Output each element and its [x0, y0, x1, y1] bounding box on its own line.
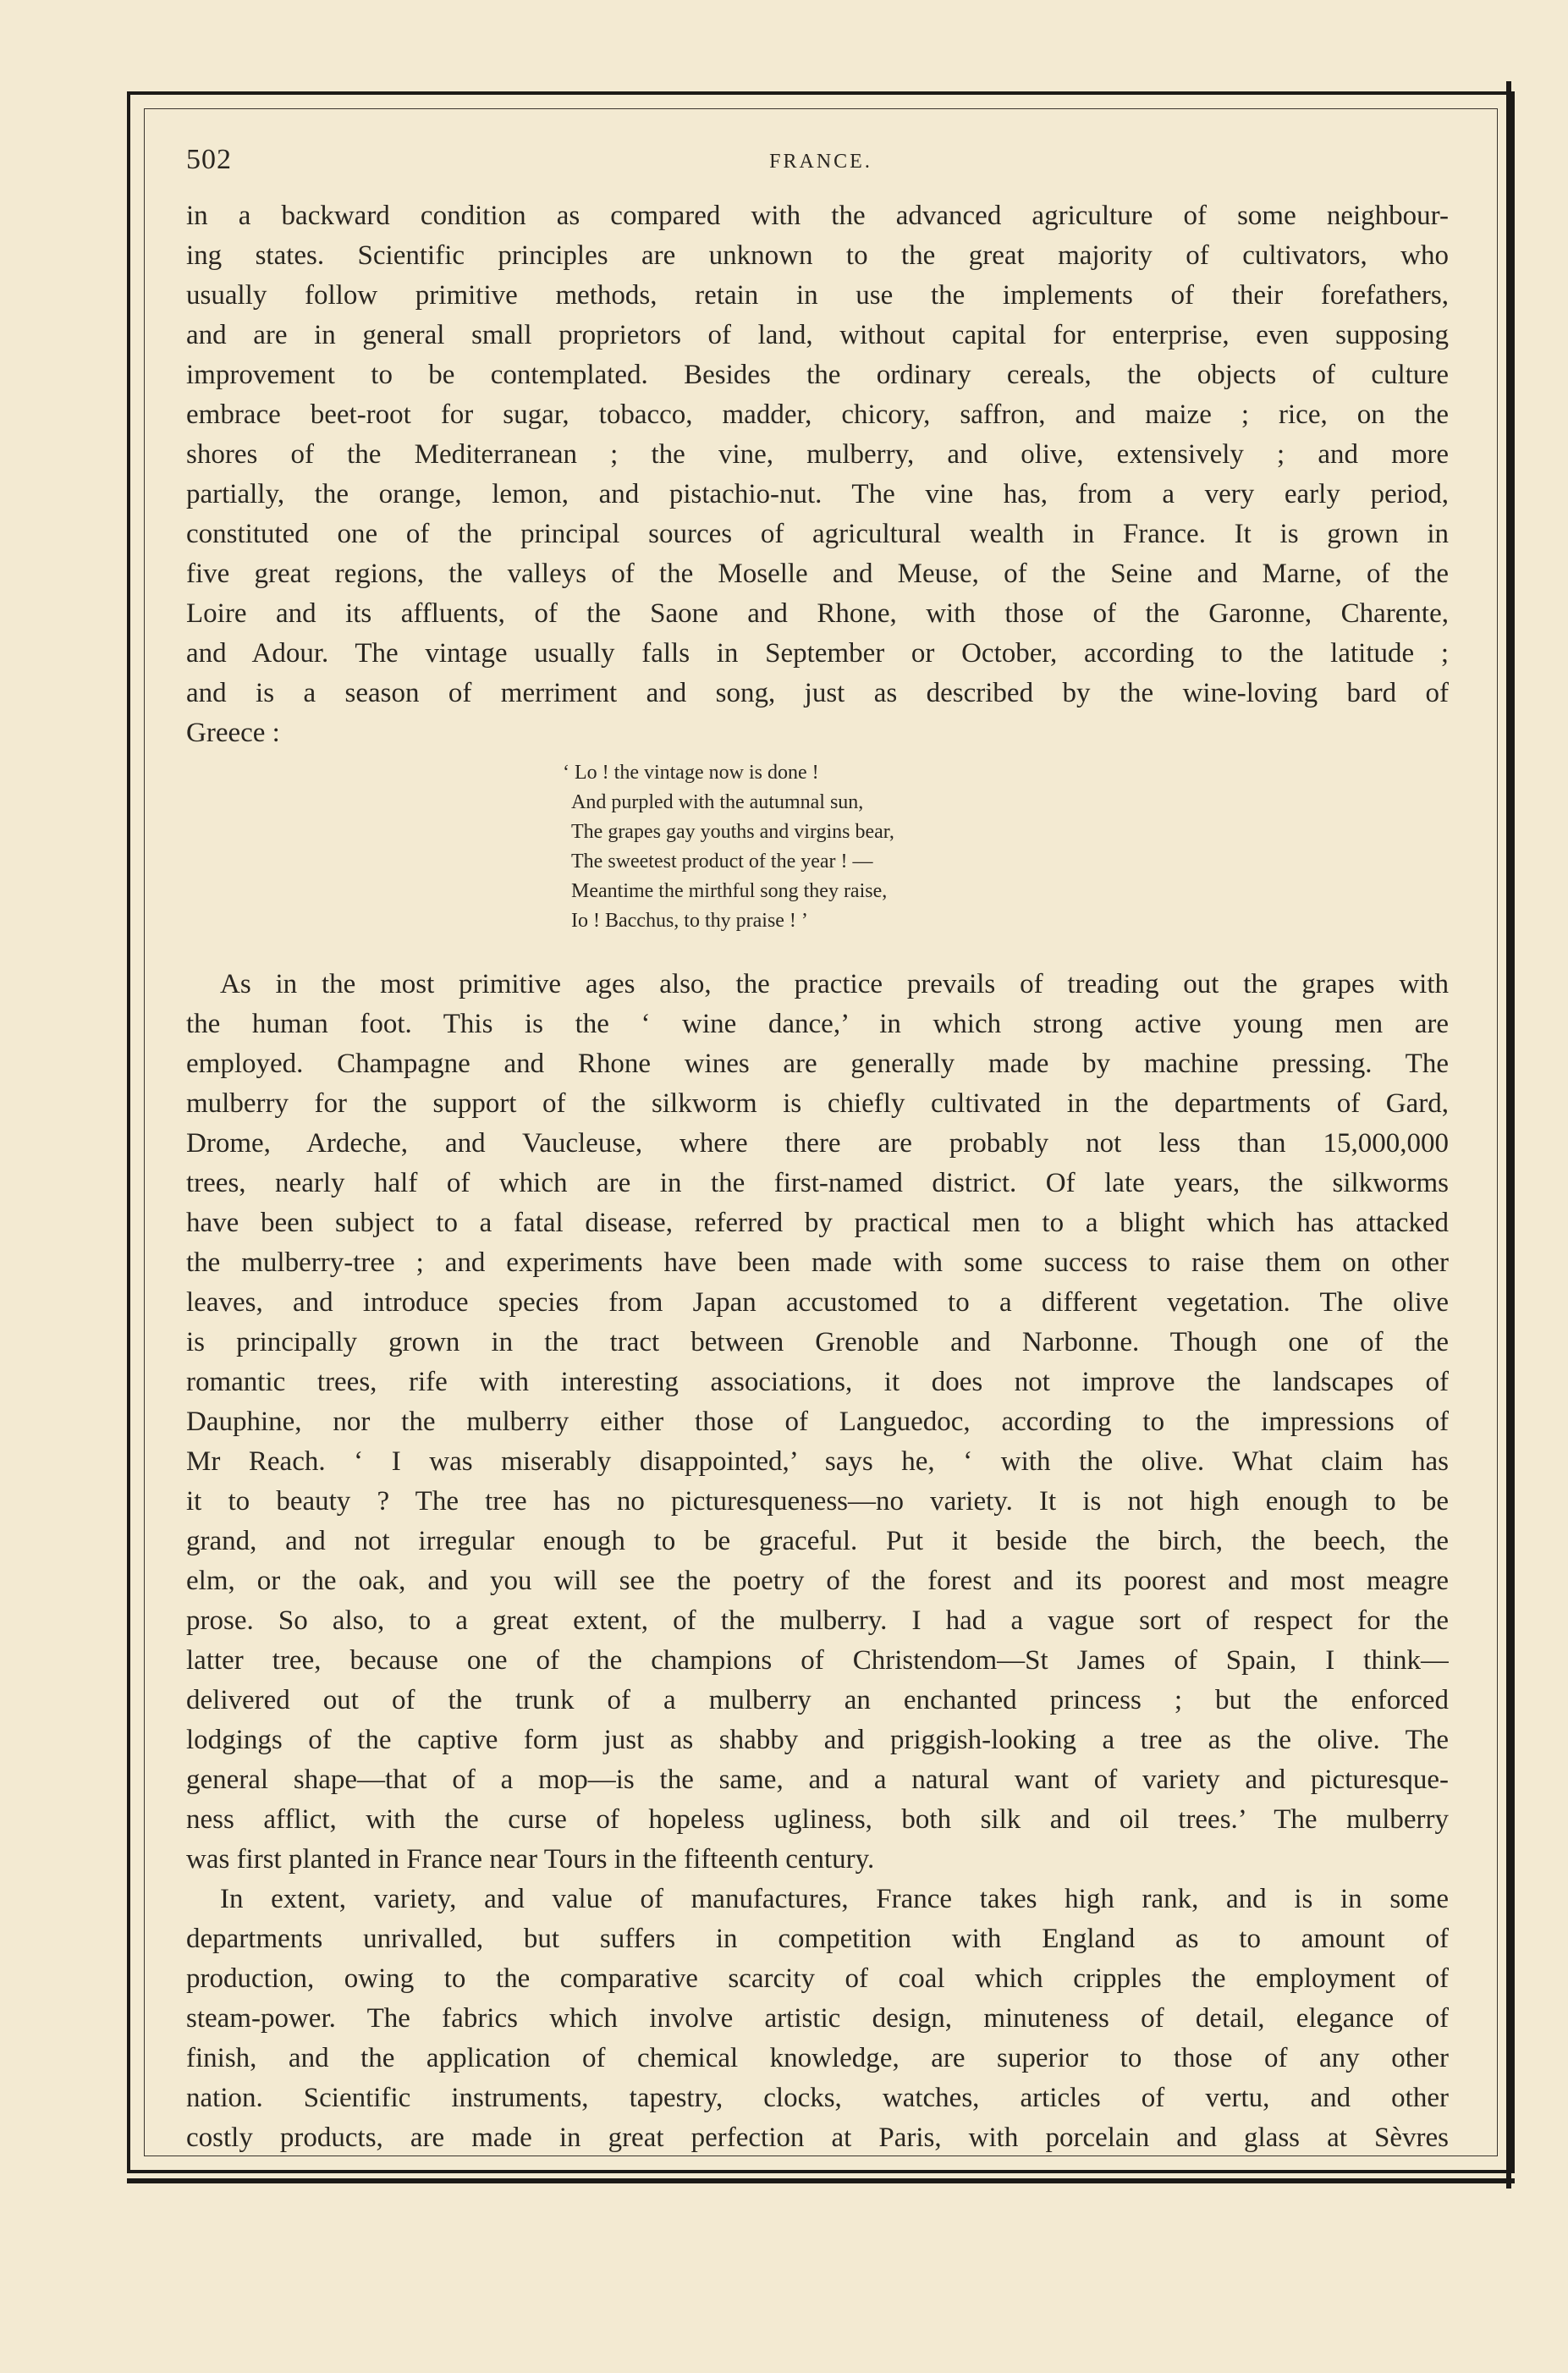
text-line: Drome, Ardeche, and Vaucleuse, where there are probably not less than 15,000,000	[186, 1128, 1449, 1159]
text-line: the human foot. This is the ‘ wine dance,’ in which strong active young men are	[186, 1009, 1449, 1039]
text-line: Dauphine, nor the mulberry either those of Languedoc, according to the impressions of	[186, 1407, 1449, 1437]
text-line: partially, the orange, lemon, and pistachio-nut. The vine has, from a very early period,	[186, 479, 1449, 509]
text-line: In extent, variety, and value of manufactures, France takes high rank, and is in some	[220, 1884, 1449, 1914]
text-line: ness afflict, with the curse of hopeless ugliness, both silk and oil trees.’ The mulberry	[186, 1804, 1449, 1835]
page-number: 502	[186, 144, 232, 175]
poem-line: And purpled with the autumnal sun,	[571, 791, 864, 813]
text-line: delivered out of the trunk of a mulberry an enchanted princess ; but the enforced	[186, 1685, 1449, 1715]
text-line: prose. So also, to a great extent, of the mulberry. I had a vague sort of respect for the	[186, 1605, 1449, 1636]
text-line: As in the most primitive ages also, the practice prevails of treading out the grapes with	[220, 969, 1449, 999]
text-line: improvement to be contemplated. Besides the ordinary cereals, the objects of culture	[186, 360, 1449, 390]
text-line: nation. Scientific instruments, tapestry, clocks, watches, articles of vertu, and other	[186, 2083, 1449, 2113]
text-line: it to beauty ? The tree has no picturesqueness—no variety. It is not high enough to be	[186, 1486, 1449, 1517]
text-line: Greece :	[186, 718, 280, 748]
text-line: leaves, and introduce species from Japan accustomed to a different vegetation. The olive	[186, 1287, 1449, 1318]
text-line: and are in general small proprietors of land, without capital for enterprise, even supposing	[186, 320, 1449, 350]
poem-line: Meantime the mirthful song they raise,	[571, 880, 888, 902]
text-line: production, owing to the comparative scarcity of coal which cripples the employment of	[186, 1963, 1449, 1994]
text-line: grand, and not irregular enough to be graceful. Put it beside the birch, the beech, the	[186, 1526, 1449, 1556]
poem-line: The sweetest product of the year ! —	[571, 851, 873, 873]
text-line: general shape—that of a mop—is the same, and a natural want of variety and picturesque-	[186, 1765, 1449, 1795]
text-line: embrace beet-root for sugar, tobacco, madder, chicory, saffron, and maize ; rice, on the	[186, 399, 1449, 430]
text-line: departments unrivalled, but suffers in competition with England as to amount of	[186, 1924, 1449, 1954]
text-line: constituted one of the principal sources of agricultural wealth in France. It is grown in	[186, 519, 1449, 549]
poem-line: ‘ Lo ! the vintage now is done !	[563, 762, 819, 784]
body-text	[186, 196, 1449, 2158]
bottom-edge-rule	[127, 2178, 1515, 2183]
text-line: the mulberry-tree ; and experiments have been made with some success to raise them on other	[186, 1247, 1449, 1278]
text-line: and is a season of merriment and song, just as described by the wine-loving bard of	[186, 678, 1449, 708]
text-line: ing states. Scientific principles are unknown to the great majority of cultivators, who	[186, 240, 1449, 271]
text-line: have been subject to a fatal disease, referred by practical men to a blight which has attacked	[186, 1208, 1449, 1238]
text-line: shores of the Mediterranean ; the vine, mulberry, and olive, extensively ; and more	[186, 439, 1449, 470]
paragraph-agriculture	[186, 196, 1449, 753]
text-line: usually follow primitive methods, retain in use the implements of their forefathers,	[186, 280, 1449, 311]
quoted-poem	[563, 758, 1449, 958]
text-line: steam-power. The fabrics which involve artistic design, minuteness of detail, elegance of	[186, 2003, 1449, 2034]
text-line: finish, and the application of chemical knowledge, are superior to those of any other	[186, 2043, 1449, 2073]
text-line: was first planted in France near Tours in the fifteenth century.	[186, 1844, 875, 1875]
text-line: latter tree, because one of the champions of Christendom—St James of Spain, I think—	[186, 1645, 1449, 1676]
text-line: romantic trees, rife with interesting associations, it does not improve the landscapes of	[186, 1367, 1449, 1397]
right-edge-rule	[1506, 81, 1511, 2189]
text-line: and Adour. The vintage usually falls in September or October, according to the latitude ;	[186, 638, 1449, 669]
paragraph-vintage-and-mulberry	[186, 965, 1449, 1880]
running-head	[186, 144, 1455, 178]
text-line: elm, or the oak, and you will see the poetry of the forest and its poorest and most meagre	[186, 1566, 1449, 1596]
text-line: lodgings of the captive form just as shabby and priggish-looking a tree as the olive. The	[186, 1725, 1449, 1755]
text-line: in a backward condition as compared with the advanced agriculture of some neighbour-	[186, 201, 1449, 231]
poem-line: Io ! Bacchus, to thy praise ! ’	[571, 910, 808, 932]
text-line: employed. Champagne and Rhone wines are generally made by machine pressing. The	[186, 1049, 1449, 1079]
text-line: Loire and its affluents, of the Saone and Rhone, with those of the Garonne, Charente,	[186, 598, 1449, 629]
poem-line: The grapes gay youths and virgins bear,	[571, 821, 894, 843]
text-line: mulberry for the support of the silkworm is chiefly cultivated in the departments of Gard,	[186, 1088, 1449, 1119]
text-line: five great regions, the valleys of the Moselle and Meuse, of the Seine and Marne, of the	[186, 559, 1449, 589]
text-line: costly products, are made in great perfection at Paris, with porcelain and glass at Sèvres	[186, 2122, 1449, 2153]
text-line: Mr Reach. ‘ I was miserably disappointed,’ says he, ‘ with the olive. What claim has	[186, 1446, 1449, 1477]
text-line: is principally grown in the tract between Grenoble and Narbonne. Though one of the	[186, 1327, 1449, 1357]
text-line: trees, nearly half of which are in the first-named district. Of late years, the silkworms	[186, 1168, 1449, 1198]
page-heading: FRANCE.	[769, 151, 872, 173]
paragraph-manufactures	[186, 1880, 1449, 2158]
